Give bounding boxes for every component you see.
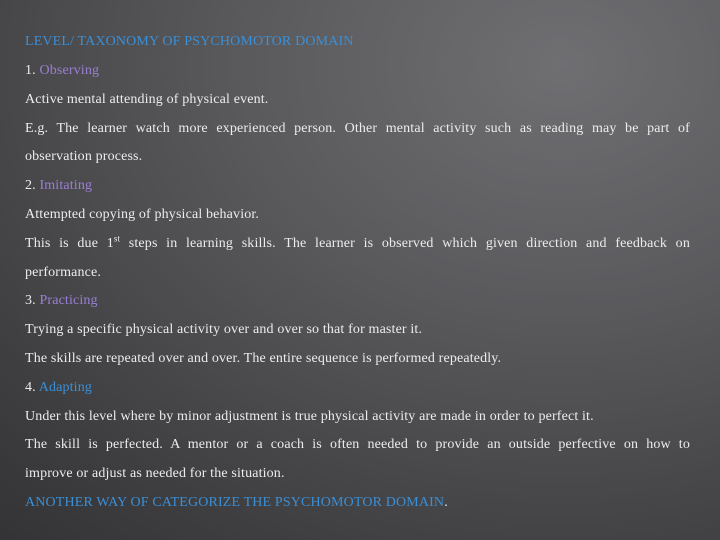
detail-text-pre: This is due 1 bbox=[25, 236, 114, 251]
footer-line bbox=[25, 495, 690, 511]
level-number: 3. bbox=[25, 293, 40, 308]
footer-period: . bbox=[444, 495, 448, 510]
level-name: Observing bbox=[39, 63, 100, 78]
level-2-detail-line1 bbox=[25, 233, 690, 252]
footer-link[interactable]: ANOTHER WAY OF CATEGORIZE THE PSYCHOMOTOR DOMAIN bbox=[25, 495, 445, 510]
ordinal-superscript: st bbox=[113, 233, 121, 244]
level-4-title bbox=[25, 380, 690, 396]
slide-heading: LEVEL/ TAXONOMY OF PSYCHOMOTOR DOMAIN bbox=[25, 34, 354, 49]
level-name: Practicing bbox=[39, 293, 98, 308]
level-number: 4. bbox=[25, 380, 39, 395]
level-number: 2. bbox=[25, 178, 40, 193]
level-3-definition: Trying a specific physical activity over and over so that for master it. bbox=[25, 322, 423, 337]
level-4-detail-line2: improve or adjust as needed for the situation. bbox=[25, 466, 285, 481]
level-2-definition: Attempted copying of physical behavior. bbox=[25, 207, 260, 222]
level-name: Imitating bbox=[39, 178, 93, 193]
level-4-detail-line1: The skill is perfected. A mentor or a coach is often needed to provide an outside perfective on how to bbox=[25, 437, 690, 452]
level-name: Adapting bbox=[38, 380, 92, 395]
level-1-definition: Active mental attending of physical event. bbox=[25, 92, 269, 107]
level-number: 1. bbox=[25, 63, 40, 78]
level-3-title bbox=[25, 293, 690, 309]
level-2-detail-line2: performance. bbox=[25, 265, 102, 280]
level-3-detail-line1: The skills are repeated over and over. The entire sequence is performed repeatedly. bbox=[25, 351, 502, 366]
level-4-definition: Under this level where by minor adjustment is true physical activity are made in order to perfect it. bbox=[25, 409, 594, 424]
level-1-title bbox=[25, 63, 690, 79]
detail-text-post: steps in learning skills. The learner is observed which given direction and feedback on bbox=[120, 236, 690, 251]
level-1-detail-line1: E.g. The learner watch more experienced person. Other mental activity such as reading may be part of bbox=[25, 121, 690, 136]
level-1-detail-line2: observation process. bbox=[25, 149, 143, 164]
level-2-title bbox=[25, 178, 690, 194]
